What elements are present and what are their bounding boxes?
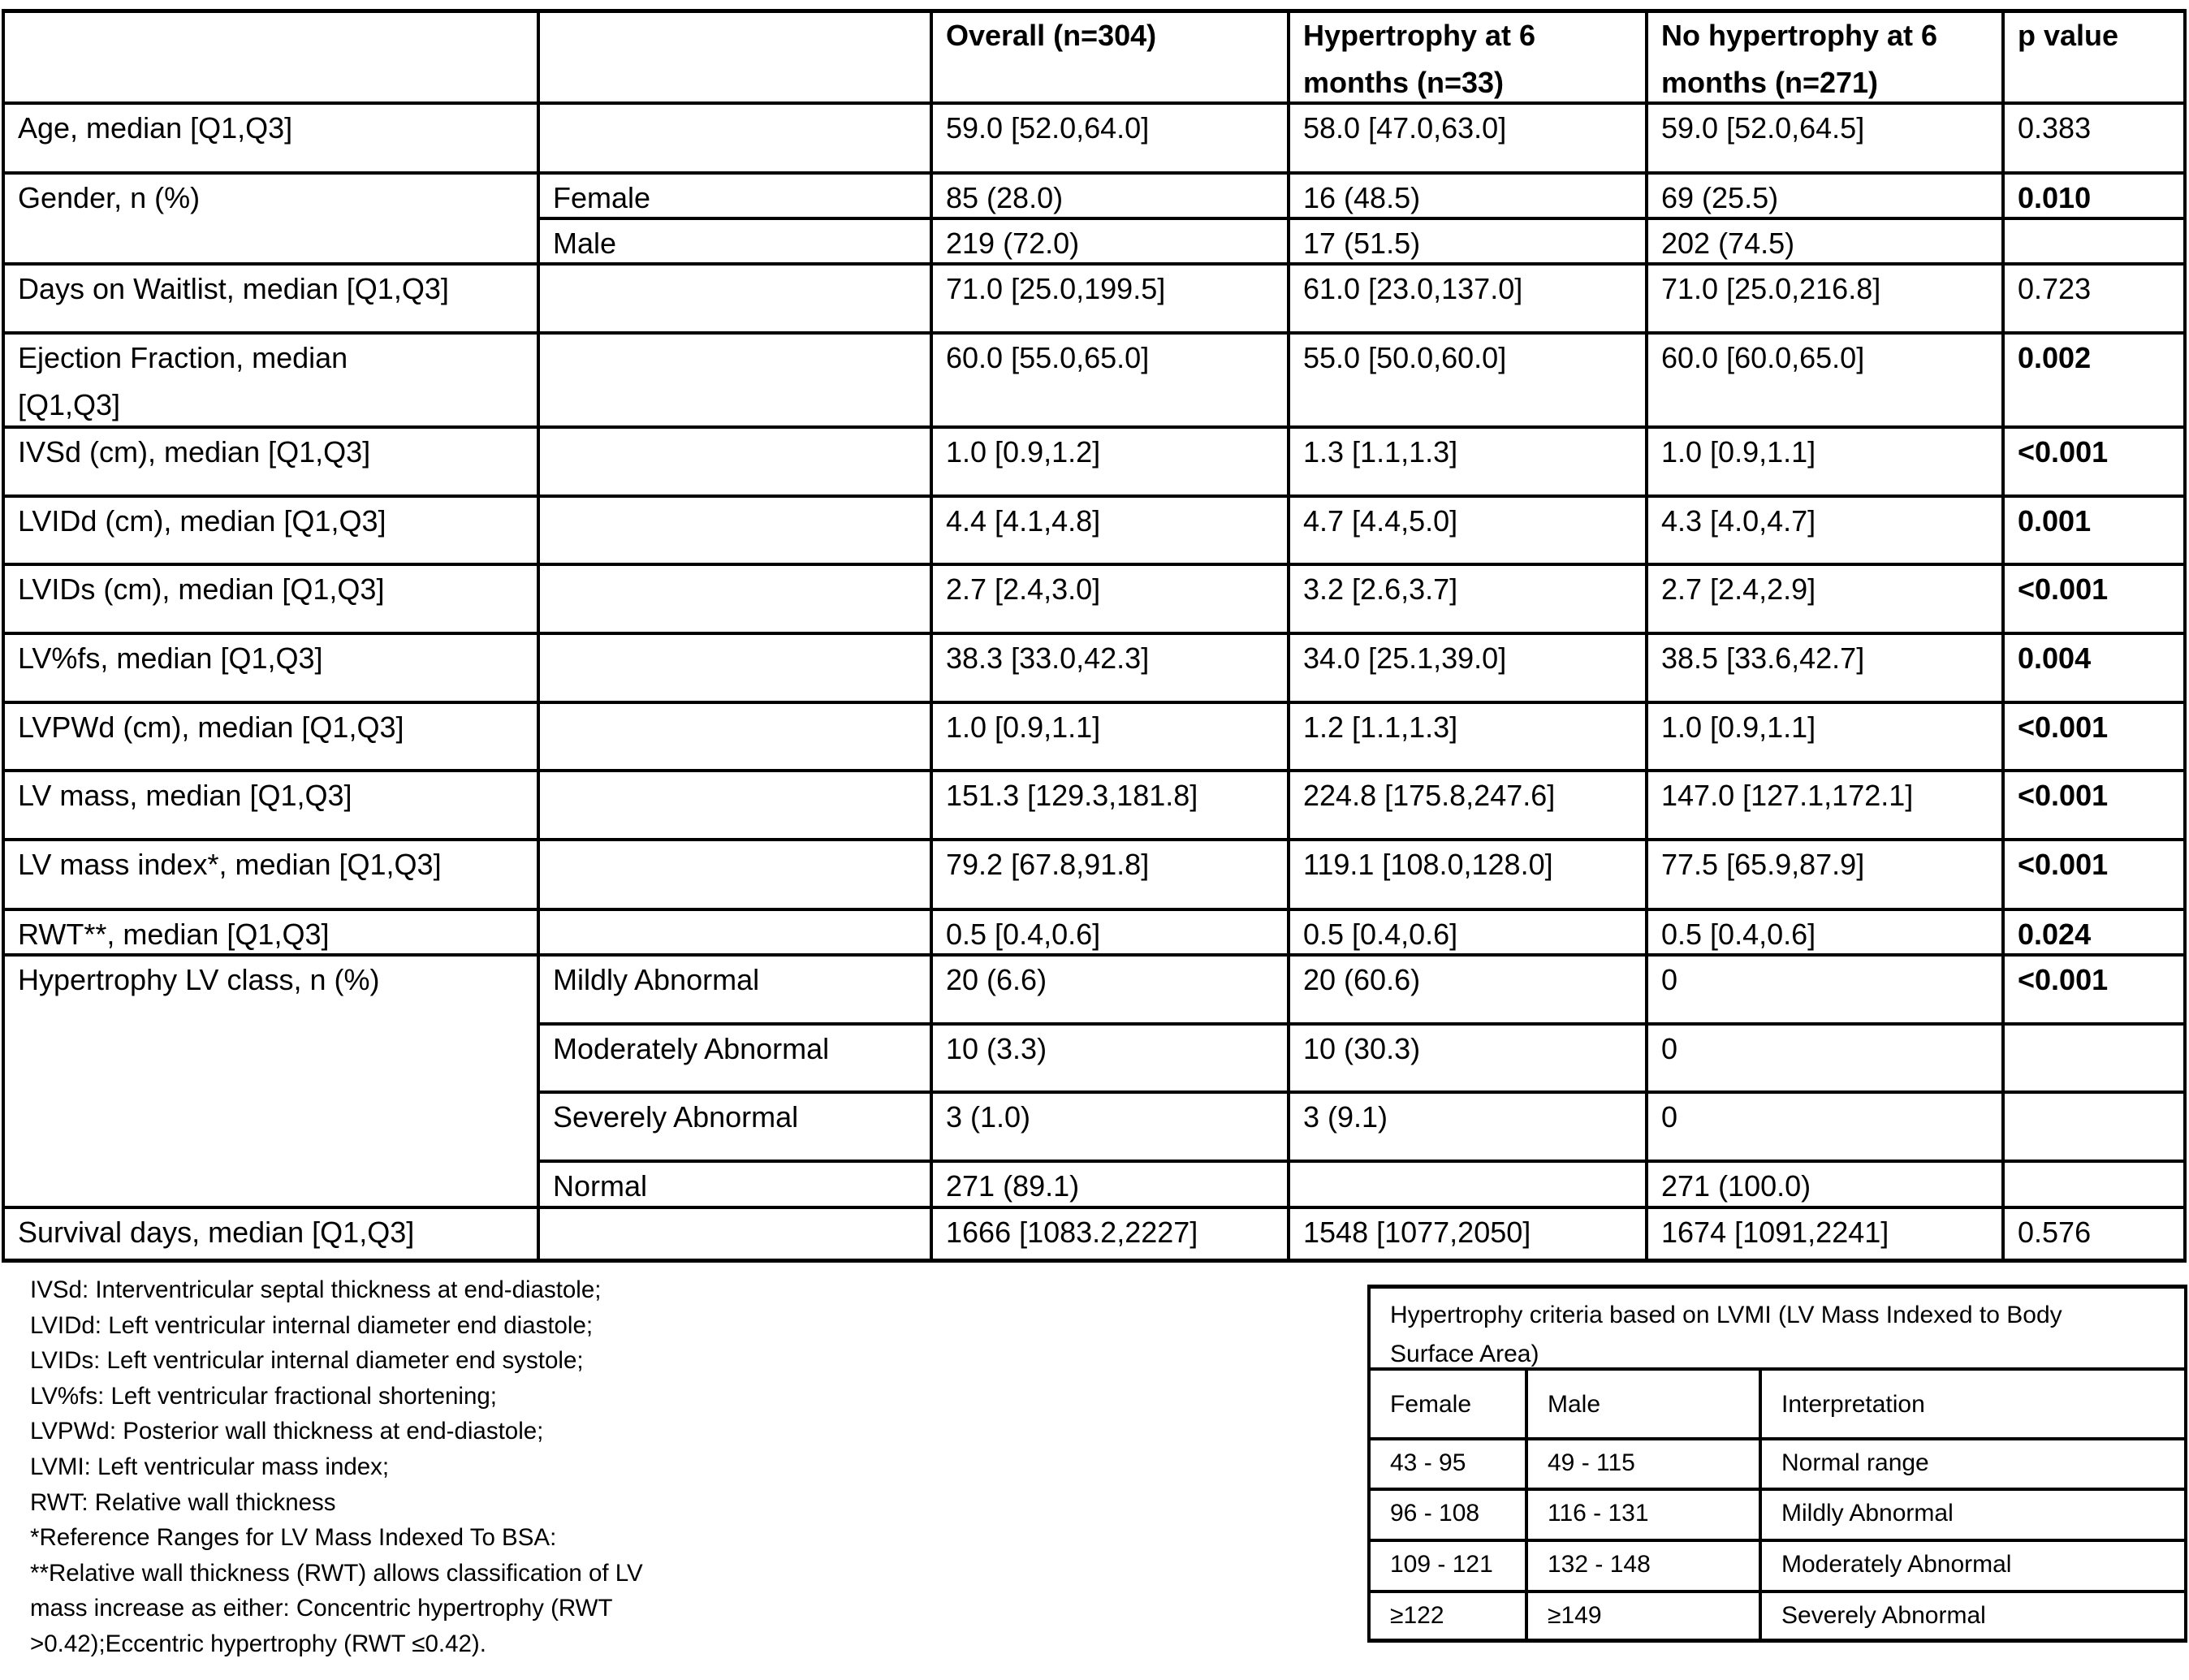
- p-value: 0.576: [2018, 1216, 2092, 1249]
- hypertrophy-value: 20 (60.6): [1303, 963, 1421, 996]
- column-header: No hypertrophy at 6 months (n=271): [1661, 19, 1938, 99]
- footnote-line: RWT: Relative wall thickness: [30, 1488, 336, 1516]
- subgroup: [538, 498, 931, 566]
- no-hypertrophy-value: 38.5 [33.6,42.7]: [1661, 641, 1865, 675]
- row-label: LV%fs, median [Q1,Q3]: [18, 641, 323, 675]
- row-divider: [2, 769, 2187, 772]
- subgroup: Moderately Abnormal: [553, 1032, 830, 1065]
- overall-value: 38.3 [33.0,42.3]: [946, 641, 1150, 675]
- column-header: p value: [2018, 19, 2119, 52]
- column-divider: [2183, 11, 2187, 1260]
- row-divider: [2, 953, 2187, 957]
- no-hypertrophy-value: 202 (74.5): [1661, 227, 1795, 260]
- row-divider: [2, 101, 2187, 105]
- subgroup: Female: [553, 181, 651, 214]
- male-range: 132 - 148: [1548, 1551, 1651, 1578]
- row-label: IVSd (cm), median [Q1,Q3]: [18, 435, 371, 469]
- overall-value: 1.0 [0.9,1.1]: [946, 710, 1101, 744]
- row-divider: [2, 838, 2187, 841]
- overall-value: 60.0 [55.0,65.0]: [946, 341, 1150, 374]
- row-label: Age, median [Q1,Q3]: [18, 111, 293, 145]
- p-value: [2003, 1026, 2185, 1094]
- row-label: LV mass, median [Q1,Q3]: [18, 779, 352, 812]
- female-range: 96 - 108: [1390, 1500, 1480, 1527]
- female-range: 43 - 95: [1390, 1449, 1466, 1476]
- row-divider: [2, 701, 2187, 704]
- hypertrophy-value: 1.3 [1.1,1.3]: [1303, 435, 1458, 469]
- column-divider: [2001, 11, 2005, 1260]
- p-value: <0.001: [2018, 572, 2109, 606]
- overall-value: 271 (89.1): [946, 1169, 1080, 1203]
- row-divider: [2, 563, 2187, 566]
- hypertrophy-value: 58.0 [47.0,63.0]: [1303, 111, 1507, 145]
- overall-value: 3 (1.0): [946, 1100, 1031, 1134]
- column-divider: [537, 11, 540, 1260]
- p-value: 0.723: [2018, 272, 2092, 305]
- no-hypertrophy-value: 77.5 [65.9,87.9]: [1661, 848, 1865, 881]
- row-label: LVPWd (cm), median [Q1,Q3]: [18, 710, 404, 744]
- p-value: 0.024: [2018, 918, 2092, 951]
- row-divider: [2, 908, 2187, 911]
- row-label: Ejection Fraction, median [Q1,Q3]: [18, 341, 348, 421]
- criteria-row-divider: [1367, 1367, 2187, 1371]
- row-label: LVIDs (cm), median [Q1,Q3]: [18, 572, 385, 606]
- overall-value: 151.3 [129.3,181.8]: [946, 779, 1198, 812]
- row-divider: [537, 1090, 2187, 1094]
- hypertrophy-value: 1.2 [1.1,1.3]: [1303, 710, 1458, 744]
- overall-value: 85 (28.0): [946, 181, 1064, 214]
- row-label: RWT**, median [Q1,Q3]: [18, 918, 330, 951]
- hypertrophy-value: 55.0 [50.0,60.0]: [1303, 341, 1507, 374]
- overall-value: 2.7 [2.4,3.0]: [946, 572, 1101, 606]
- subgroup: [538, 335, 931, 429]
- no-hypertrophy-value: 60.0 [60.0,65.0]: [1661, 341, 1865, 374]
- criteria-row-divider: [1367, 1539, 2187, 1542]
- subgroup: [538, 704, 931, 772]
- p-value: [2003, 220, 2185, 266]
- row-divider: [537, 1022, 2187, 1026]
- criteria-column-divider: [1367, 1286, 1371, 1640]
- column-divider: [930, 11, 933, 1260]
- footnote-line: LVIDs: Left ventricular internal diameter end systole;: [30, 1347, 584, 1375]
- female-range: ≥122: [1390, 1602, 1444, 1629]
- overall-value: 1666 [1083.2,2227]: [946, 1216, 1198, 1249]
- hypertrophy-value: 61.0 [23.0,137.0]: [1303, 272, 1523, 305]
- criteria-row-divider: [1367, 1488, 2187, 1491]
- row-label: LV mass index*, median [Q1,Q3]: [18, 848, 442, 881]
- p-value: 0.002: [2018, 341, 2092, 374]
- criteria-row-divider: [1367, 1590, 2187, 1593]
- column-divider: [1287, 11, 1290, 1260]
- overall-value: 71.0 [25.0,199.5]: [946, 272, 1166, 305]
- criteria-row-divider: [1367, 1437, 2187, 1440]
- p-value: [2003, 1163, 2185, 1209]
- p-value: 0.004: [2018, 641, 2092, 675]
- overall-value: 0.5 [0.4,0.6]: [946, 918, 1101, 951]
- p-value: [2003, 1094, 2185, 1163]
- subgroup: [538, 266, 931, 335]
- hypertrophy-value: 224.8 [175.8,247.6]: [1303, 779, 1556, 812]
- female-range: 109 - 121: [1390, 1551, 1493, 1578]
- footnote-line: >0.42);Eccentric hypertrophy (RWT ≤0.42).: [30, 1630, 486, 1657]
- criteria-column-divider: [1525, 1369, 1528, 1640]
- no-hypertrophy-value: 1.0 [0.9,1.1]: [1661, 710, 1816, 744]
- row-label: [3, 1163, 538, 1209]
- row-divider: [537, 1160, 2187, 1163]
- overall-value: 219 (72.0): [946, 227, 1080, 260]
- female-range: Female: [1390, 1391, 1472, 1418]
- subgroup: [538, 841, 931, 911]
- subgroup: [538, 429, 931, 498]
- row-label: [3, 220, 538, 266]
- row-label: LVIDd (cm), median [Q1,Q3]: [18, 504, 386, 538]
- no-hypertrophy-value: 1.0 [0.9,1.1]: [1661, 435, 1816, 469]
- overall-value: 59.0 [52.0,64.0]: [946, 111, 1150, 145]
- overall-value: 1.0 [0.9,1.2]: [946, 435, 1101, 469]
- p-value: <0.001: [2018, 848, 2109, 881]
- subgroup: Normal: [553, 1169, 648, 1203]
- row-divider: [2, 1206, 2187, 1209]
- p-value: <0.001: [2018, 710, 2109, 744]
- hypertrophy-value: 0.5 [0.4,0.6]: [1303, 918, 1458, 951]
- overall-value: 4.4 [4.1,4.8]: [946, 504, 1101, 538]
- footnote-line: **Relative wall thickness (RWT) allows classification of LV: [30, 1559, 643, 1587]
- footnote-line: LV%fs: Left ventricular fractional shortening;: [30, 1382, 497, 1410]
- subgroup: Male: [553, 227, 617, 260]
- no-hypertrophy-value: 0: [1661, 1032, 1678, 1065]
- no-hypertrophy-value: 69 (25.5): [1661, 181, 1779, 214]
- footnote-line: mass increase as either: Concentric hypertrophy (RWT: [30, 1595, 613, 1622]
- hypertrophy-value: 17 (51.5): [1303, 227, 1421, 260]
- subgroup: [538, 566, 931, 635]
- column-header: Overall (n=304): [946, 19, 1157, 52]
- row-divider: [2, 425, 2187, 429]
- overall-value: 20 (6.6): [946, 963, 1047, 996]
- row-label: [3, 1026, 538, 1094]
- subgroup: Severely Abnormal: [553, 1100, 799, 1134]
- hypertrophy-value: 16 (48.5): [1303, 181, 1421, 214]
- footnote-line: *Reference Ranges for LV Mass Indexed To BSA:: [30, 1524, 557, 1552]
- criteria-row-divider: [1367, 1285, 2187, 1289]
- hypertrophy-value: 3 (9.1): [1303, 1100, 1388, 1134]
- footnote-line: LVMI: Left ventricular mass index;: [30, 1453, 390, 1480]
- hypertrophy-value: 119.1 [108.0,128.0]: [1303, 848, 1553, 881]
- no-hypertrophy-value: 2.7 [2.4,2.9]: [1661, 572, 1816, 606]
- no-hypertrophy-value: 4.3 [4.0,4.7]: [1661, 504, 1816, 538]
- subgroup: [538, 635, 931, 704]
- row-divider: [2, 331, 2187, 335]
- p-value: <0.001: [2018, 435, 2109, 469]
- no-hypertrophy-value: 0: [1661, 963, 1678, 996]
- footnote-line: LVPWd: Posterior wall thickness at end-diastole;: [30, 1418, 544, 1445]
- no-hypertrophy-value: 71.0 [25.0,216.8]: [1661, 272, 1881, 305]
- row-divider: [2, 171, 2187, 175]
- row-divider: [2, 1259, 2187, 1263]
- no-hypertrophy-value: 147.0 [127.1,172.1]: [1661, 779, 1914, 812]
- footnote-line: LVIDd: Left ventricular internal diameter end diastole;: [30, 1311, 594, 1339]
- row-label: Survival days, median [Q1,Q3]: [18, 1216, 415, 1249]
- subgroup: [538, 105, 931, 175]
- criteria-table-title: Hypertrophy criteria based on LVMI (LV Mass Indexed to Body Surface Area): [1390, 1302, 2062, 1367]
- criteria-row-divider: [1367, 1639, 2187, 1643]
- row-divider: [2, 494, 2187, 498]
- row-label: Hypertrophy LV class, n (%): [18, 963, 380, 996]
- p-value: <0.001: [2018, 779, 2109, 812]
- no-hypertrophy-value: 0: [1661, 1100, 1678, 1134]
- hypertrophy-value: 10 (30.3): [1303, 1032, 1421, 1065]
- row-label: Gender, n (%): [18, 181, 201, 214]
- overall-value: 10 (3.3): [946, 1032, 1047, 1065]
- p-value: <0.001: [2018, 963, 2109, 996]
- column-divider: [1645, 11, 1648, 1260]
- male-range: 116 - 131: [1548, 1500, 1649, 1527]
- subgroup: [538, 1209, 931, 1262]
- column-header: [538, 12, 931, 105]
- male-range: ≥149: [1548, 1602, 1602, 1629]
- column-divider: [2, 11, 5, 1260]
- row-divider: [2, 262, 2187, 266]
- no-hypertrophy-value: 0.5 [0.4,0.6]: [1661, 918, 1816, 951]
- interpretation: Interpretation: [1781, 1391, 1925, 1418]
- interpretation: Moderately Abnormal: [1781, 1551, 2012, 1578]
- interpretation: Severely Abnormal: [1781, 1602, 1986, 1629]
- subgroup: [538, 772, 931, 841]
- subgroup: [538, 911, 931, 957]
- hypertrophy-value: 3.2 [2.6,3.7]: [1303, 572, 1458, 606]
- no-hypertrophy-value: 1674 [1091,2241]: [1661, 1216, 1889, 1249]
- male-range: 49 - 115: [1548, 1449, 1635, 1476]
- hypertrophy-value: 4.7 [4.4,5.0]: [1303, 504, 1458, 538]
- row-label: [3, 1094, 538, 1163]
- hypertrophy-value: 1548 [1077,2050]: [1303, 1216, 1531, 1249]
- p-value: 0.383: [2018, 111, 2092, 145]
- p-value: 0.010: [2018, 181, 2092, 214]
- p-value: 0.001: [2018, 504, 2092, 538]
- footnotes: [30, 1272, 745, 1662]
- hypertrophy-value: [1289, 1163, 1647, 1209]
- criteria-column-divider: [1759, 1369, 1762, 1640]
- criteria-column-divider: [2184, 1286, 2187, 1640]
- row-divider: [2, 632, 2187, 635]
- subgroup: Mildly Abnormal: [553, 963, 760, 996]
- row-divider: [537, 217, 2187, 220]
- column-header: Hypertrophy at 6 months (n=33): [1303, 19, 1536, 99]
- row-divider: [2, 9, 2187, 13]
- no-hypertrophy-value: 59.0 [52.0,64.5]: [1661, 111, 1865, 145]
- no-hypertrophy-value: 271 (100.0): [1661, 1169, 1811, 1203]
- footnote-line: IVSd: Interventricular septal thickness at end-diastole;: [30, 1276, 602, 1303]
- overall-value: 79.2 [67.8,91.8]: [946, 848, 1150, 881]
- hypertrophy-value: 34.0 [25.1,39.0]: [1303, 641, 1507, 675]
- interpretation: Normal range: [1781, 1449, 1929, 1476]
- row-label: Days on Waitlist, median [Q1,Q3]: [18, 272, 449, 305]
- interpretation: Mildly Abnormal: [1781, 1500, 1954, 1527]
- male-range: Male: [1548, 1391, 1601, 1418]
- column-header: [3, 12, 538, 105]
